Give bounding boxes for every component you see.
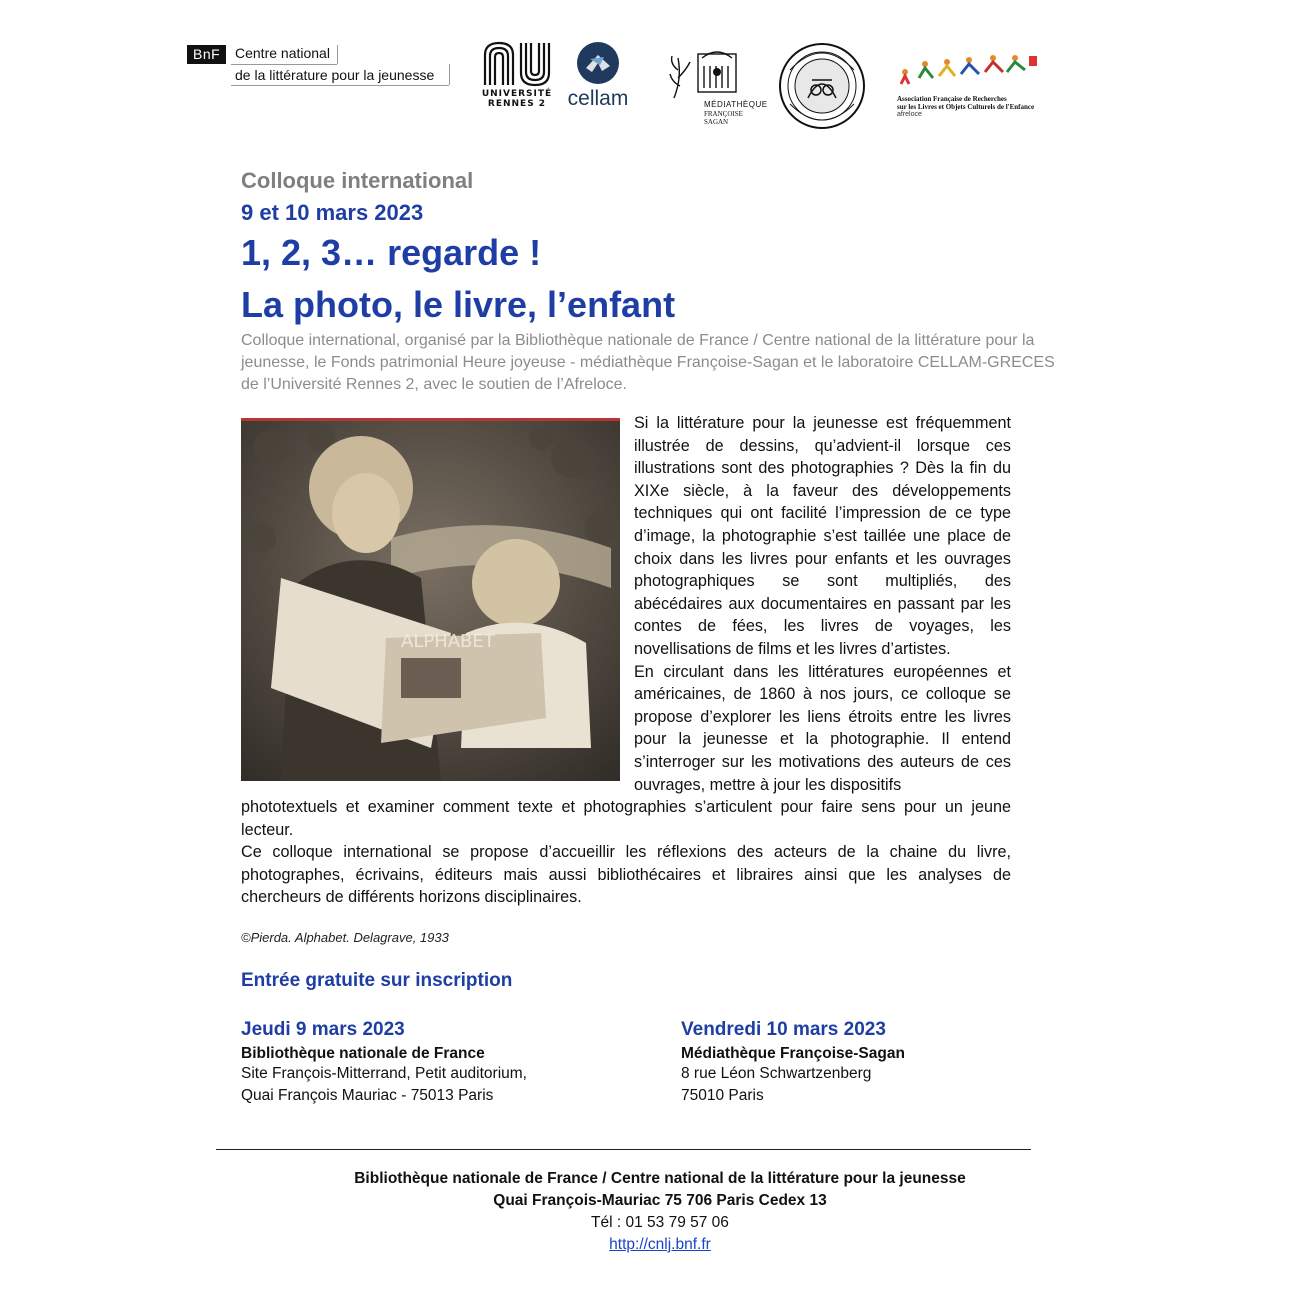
day-address-line2: 75010 Paris — [681, 1087, 764, 1104]
body-paragraph-3: Ce colloque international se propose d’accueillir les réflexions des acteurs de la chaine du livre, photographes, écrivains, éditeurs mais aussi bibliothécaires et libraires ainsi que les analyses de chercheurs de différents horizons disciplinaires. — [241, 843, 1011, 907]
day-date: Vendredi 10 mars 2023 — [681, 1019, 886, 1040]
body-paragraph-2a: En circulant dans les littératures européennes et américaines, de 1860 à nos jours, ce colloque se propose d’explorer les liens étroits entre les livres pour la jeunesse et la photographie. Il entend s’interroger sur les motivations des auteurs de ces ouvrages, mettre à jour les dispositifs — [634, 662, 1011, 794]
afreloce-line1: Association Française de Recherches — [897, 95, 1007, 103]
body-text-wrapped — [634, 412, 1011, 796]
day-block-2 — [681, 1019, 1081, 1107]
footer-divider — [216, 1149, 1031, 1150]
bnf-logo-line1: Centre national — [235, 45, 330, 61]
entry-notice: Entrée gratuite sur inscription — [241, 970, 513, 991]
bnf-cnlj-logo — [187, 43, 449, 87]
afreloce-line3: afreloce — [897, 111, 922, 118]
bnf-logo-line2: de la littérature pour la jeunesse — [235, 67, 435, 83]
photo-caption: ©Pierda. Alphabet. Delagrave, 1933 — [241, 930, 449, 945]
cellam-logo — [560, 41, 636, 113]
cellam-wordmark: cellam — [567, 87, 629, 110]
body-text-full — [241, 796, 1011, 909]
day-address-line2: Quai François Mauriac - 75013 Paris — [241, 1087, 494, 1104]
heure-joyeuse-seal-icon — [776, 40, 868, 132]
body-paragraph-1: Si la littérature pour la jeunesse est fréquemment illustrée de dessins, qu’advient-il lorsque ces illustrations sont des photographies ? Dès la fin du XIXe siècle, à la faveur des développements techniques qui ont facilité l’impression de ce type d’image, la photographie s’est taillée une place de choix dans les livres pour enfants et les ouvrages photographiques se sont multipliés, des abécédaires aux documentaires en passant par les contes de fées, les livres de voyages, les novellisations de films et les livres d’artistes. — [634, 414, 1011, 658]
footer-line2: Quai François-Mauriac 75 706 Paris Cedex 13 — [493, 1192, 827, 1209]
mediatheque-line1: MÉDIATHÈQUE — [704, 100, 768, 109]
day-date: Jeudi 9 mars 2023 — [241, 1019, 405, 1040]
cellam-book-icon — [560, 41, 636, 87]
rennes-logo-line1: UNIVERSITÉ — [481, 89, 553, 99]
mediatheque-francoise-sagan-logo — [668, 48, 768, 124]
event-kicker: Colloque international — [241, 168, 474, 193]
day-address-line1: 8 rue Léon Schwartzenberg — [681, 1065, 872, 1082]
universite-rennes2-logo — [481, 41, 553, 113]
day-block-1 — [241, 1019, 641, 1107]
event-title-line2: La photo, le livre, l’enfant — [241, 284, 676, 325]
day-venue: Bibliothèque nationale de France — [241, 1045, 485, 1062]
heure-joyeuse-seal-logo — [776, 40, 868, 132]
footer-website-link[interactable]: http://cnlj.bnf.fr — [609, 1236, 711, 1253]
afreloce-line2: sur les Livres et Objets Culturels de l'Enfance — [897, 103, 1035, 111]
vintage-photo-children-reading — [241, 418, 620, 781]
mediatheque-line2: FRANÇOISE SAGAN — [704, 110, 743, 126]
photo-book-title: ALPHABET — [401, 631, 495, 652]
running-children-icon — [895, 50, 1075, 94]
footer — [300, 1168, 1020, 1256]
event-organizers: Colloque international, organisé par la Bibliothèque nationale de France / Centre national de la littérature pour la jeunesse, le Fonds patrimonial Heure joyeuse - médiathèque Françoise-Sagan et le laboratoire CELLAM-GRECES de l’Université Rennes 2, avec le soutien de l’Afreloce. — [241, 332, 1055, 393]
rennes-logo-line2: RENNES 2 — [487, 99, 547, 109]
event-title-line1: 1, 2, 3… regarde ! — [241, 232, 542, 273]
children-reading-photo-icon — [241, 418, 620, 781]
footer-line1: Bibliothèque nationale de France / Centre national de la littérature pour la jeunesse — [354, 1170, 966, 1187]
footer-phone: Tél : 01 53 79 57 06 — [591, 1214, 729, 1231]
mediatheque-emblem-icon — [668, 48, 768, 100]
day-venue: Médiathèque Françoise-Sagan — [681, 1045, 905, 1062]
bnf-mark: BnF — [187, 45, 226, 64]
event-dates: 9 et 10 mars 2023 — [241, 200, 424, 225]
rennes-mark-icon — [481, 41, 553, 87]
afreloce-logo — [895, 50, 1075, 120]
body-paragraph-2b: phototextuels et examiner comment texte et photographies s’articulent pour faire sens pour un jeune lecteur. — [241, 798, 1011, 839]
day-address-line1: Site François-Mitterrand, Petit auditorium, — [241, 1065, 527, 1082]
